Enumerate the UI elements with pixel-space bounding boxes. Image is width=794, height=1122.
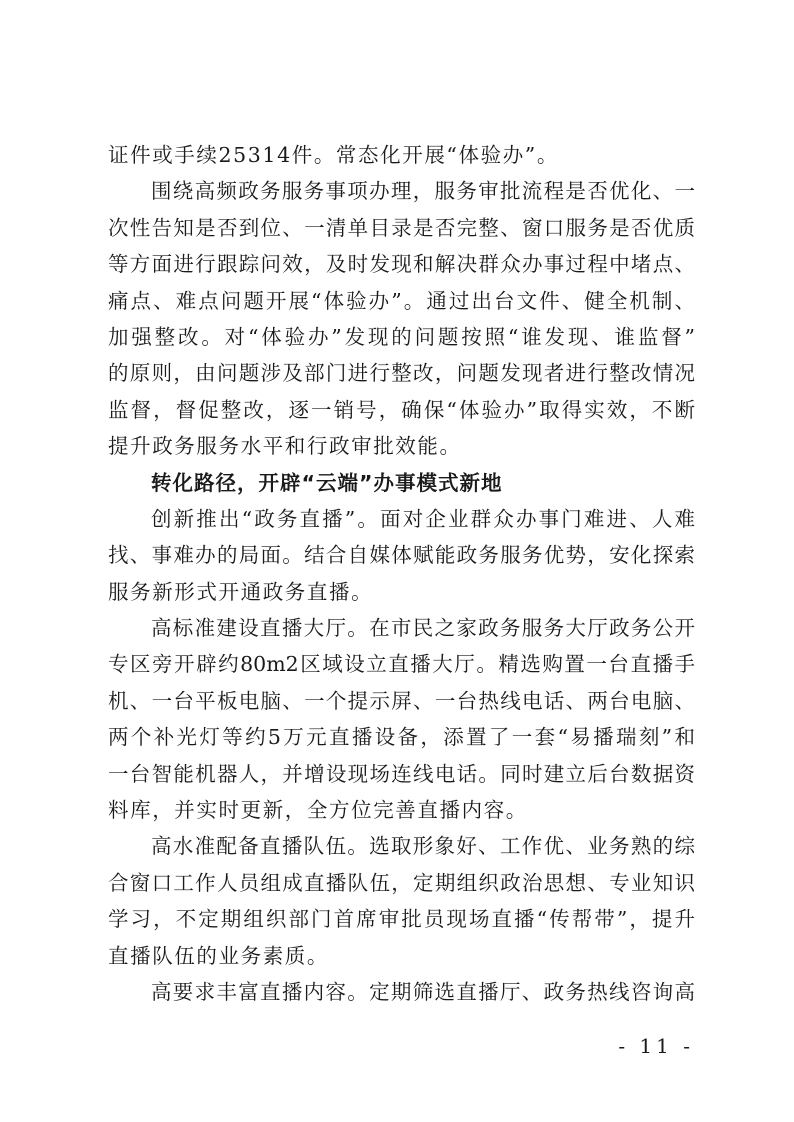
text-line: 高标准建设直播大厅。在市民之家政务服务大厅政务公开 bbox=[151, 616, 695, 641]
text-line: 两个补光灯等约5万元直播设备，添置了一套“易播瑞刻”和 bbox=[108, 725, 695, 750]
text-line: 直播队伍的业务素质。 bbox=[108, 943, 329, 968]
text-line: 机、一台平板电脑、一个提示屏、一台热线电话、两台电脑、 bbox=[108, 688, 695, 713]
text-line: 加强整改。对“体验办”发现的问题按照“谁发现、谁监督” bbox=[108, 324, 695, 349]
text-line: 监督，督促整改，逐一销号，确保“体验办”取得实效，不断 bbox=[108, 397, 695, 422]
text-line: 一台智能机器人，并增设现场连线电话。同时建立后台数据资 bbox=[108, 761, 695, 786]
text-line: 高要求丰富直播内容。定期筛选直播厅、政务热线咨询高 bbox=[151, 979, 695, 1004]
text-line: 提升政务服务水平和行政审批效能。 bbox=[108, 434, 462, 459]
text-line: 等方面进行跟踪问效，及时发现和解决群众办事过程中堵点、 bbox=[108, 252, 695, 277]
text-line: 合窗口工作人员组成直播队伍，定期组织政治思想、专业知识 bbox=[108, 870, 695, 895]
text-line: 次性告知是否到位、一清单目录是否完整、窗口服务是否优质 bbox=[108, 215, 695, 240]
document-body bbox=[108, 137, 695, 1010]
text-line: 痛点、难点问题开展“体验办”。通过出台文件、健全机制、 bbox=[108, 288, 695, 313]
text-line: 的原则，由问题涉及部门进行整改，问题发现者进行整改情况 bbox=[108, 361, 695, 386]
text-line: 高水准配备直播队伍。选取形象好、工作优、业务熟的综 bbox=[151, 834, 695, 859]
text-line: 证件或手续25314件。常态化开展“体验办”。 bbox=[108, 143, 559, 167]
text-line: 创新推出“政务直播”。面对企业群众办事门难进、人难 bbox=[151, 506, 695, 531]
text-line: 找、事难办的局面。结合自媒体赋能政务服务优势，安化探索 bbox=[108, 543, 695, 568]
text-line: 专区旁开辟约80m2区域设立直播大厅。精选购置一台直播手 bbox=[108, 652, 695, 677]
text-line: 学习，不定期组织部门首席审批员现场直播“传帮带”，提升 bbox=[108, 907, 695, 932]
text-line: 围绕高频政务服务事项办理，服务审批流程是否优化、一 bbox=[151, 179, 695, 204]
text-line: 服务新形式开通政务直播。 bbox=[108, 579, 374, 604]
section-heading: 转化路径，开辟“云端”办事模式新地 bbox=[151, 470, 503, 495]
text-line: 料库，并实时更新，全方位完善直播内容。 bbox=[108, 798, 528, 823]
page-number: - 11 - bbox=[618, 1034, 694, 1058]
